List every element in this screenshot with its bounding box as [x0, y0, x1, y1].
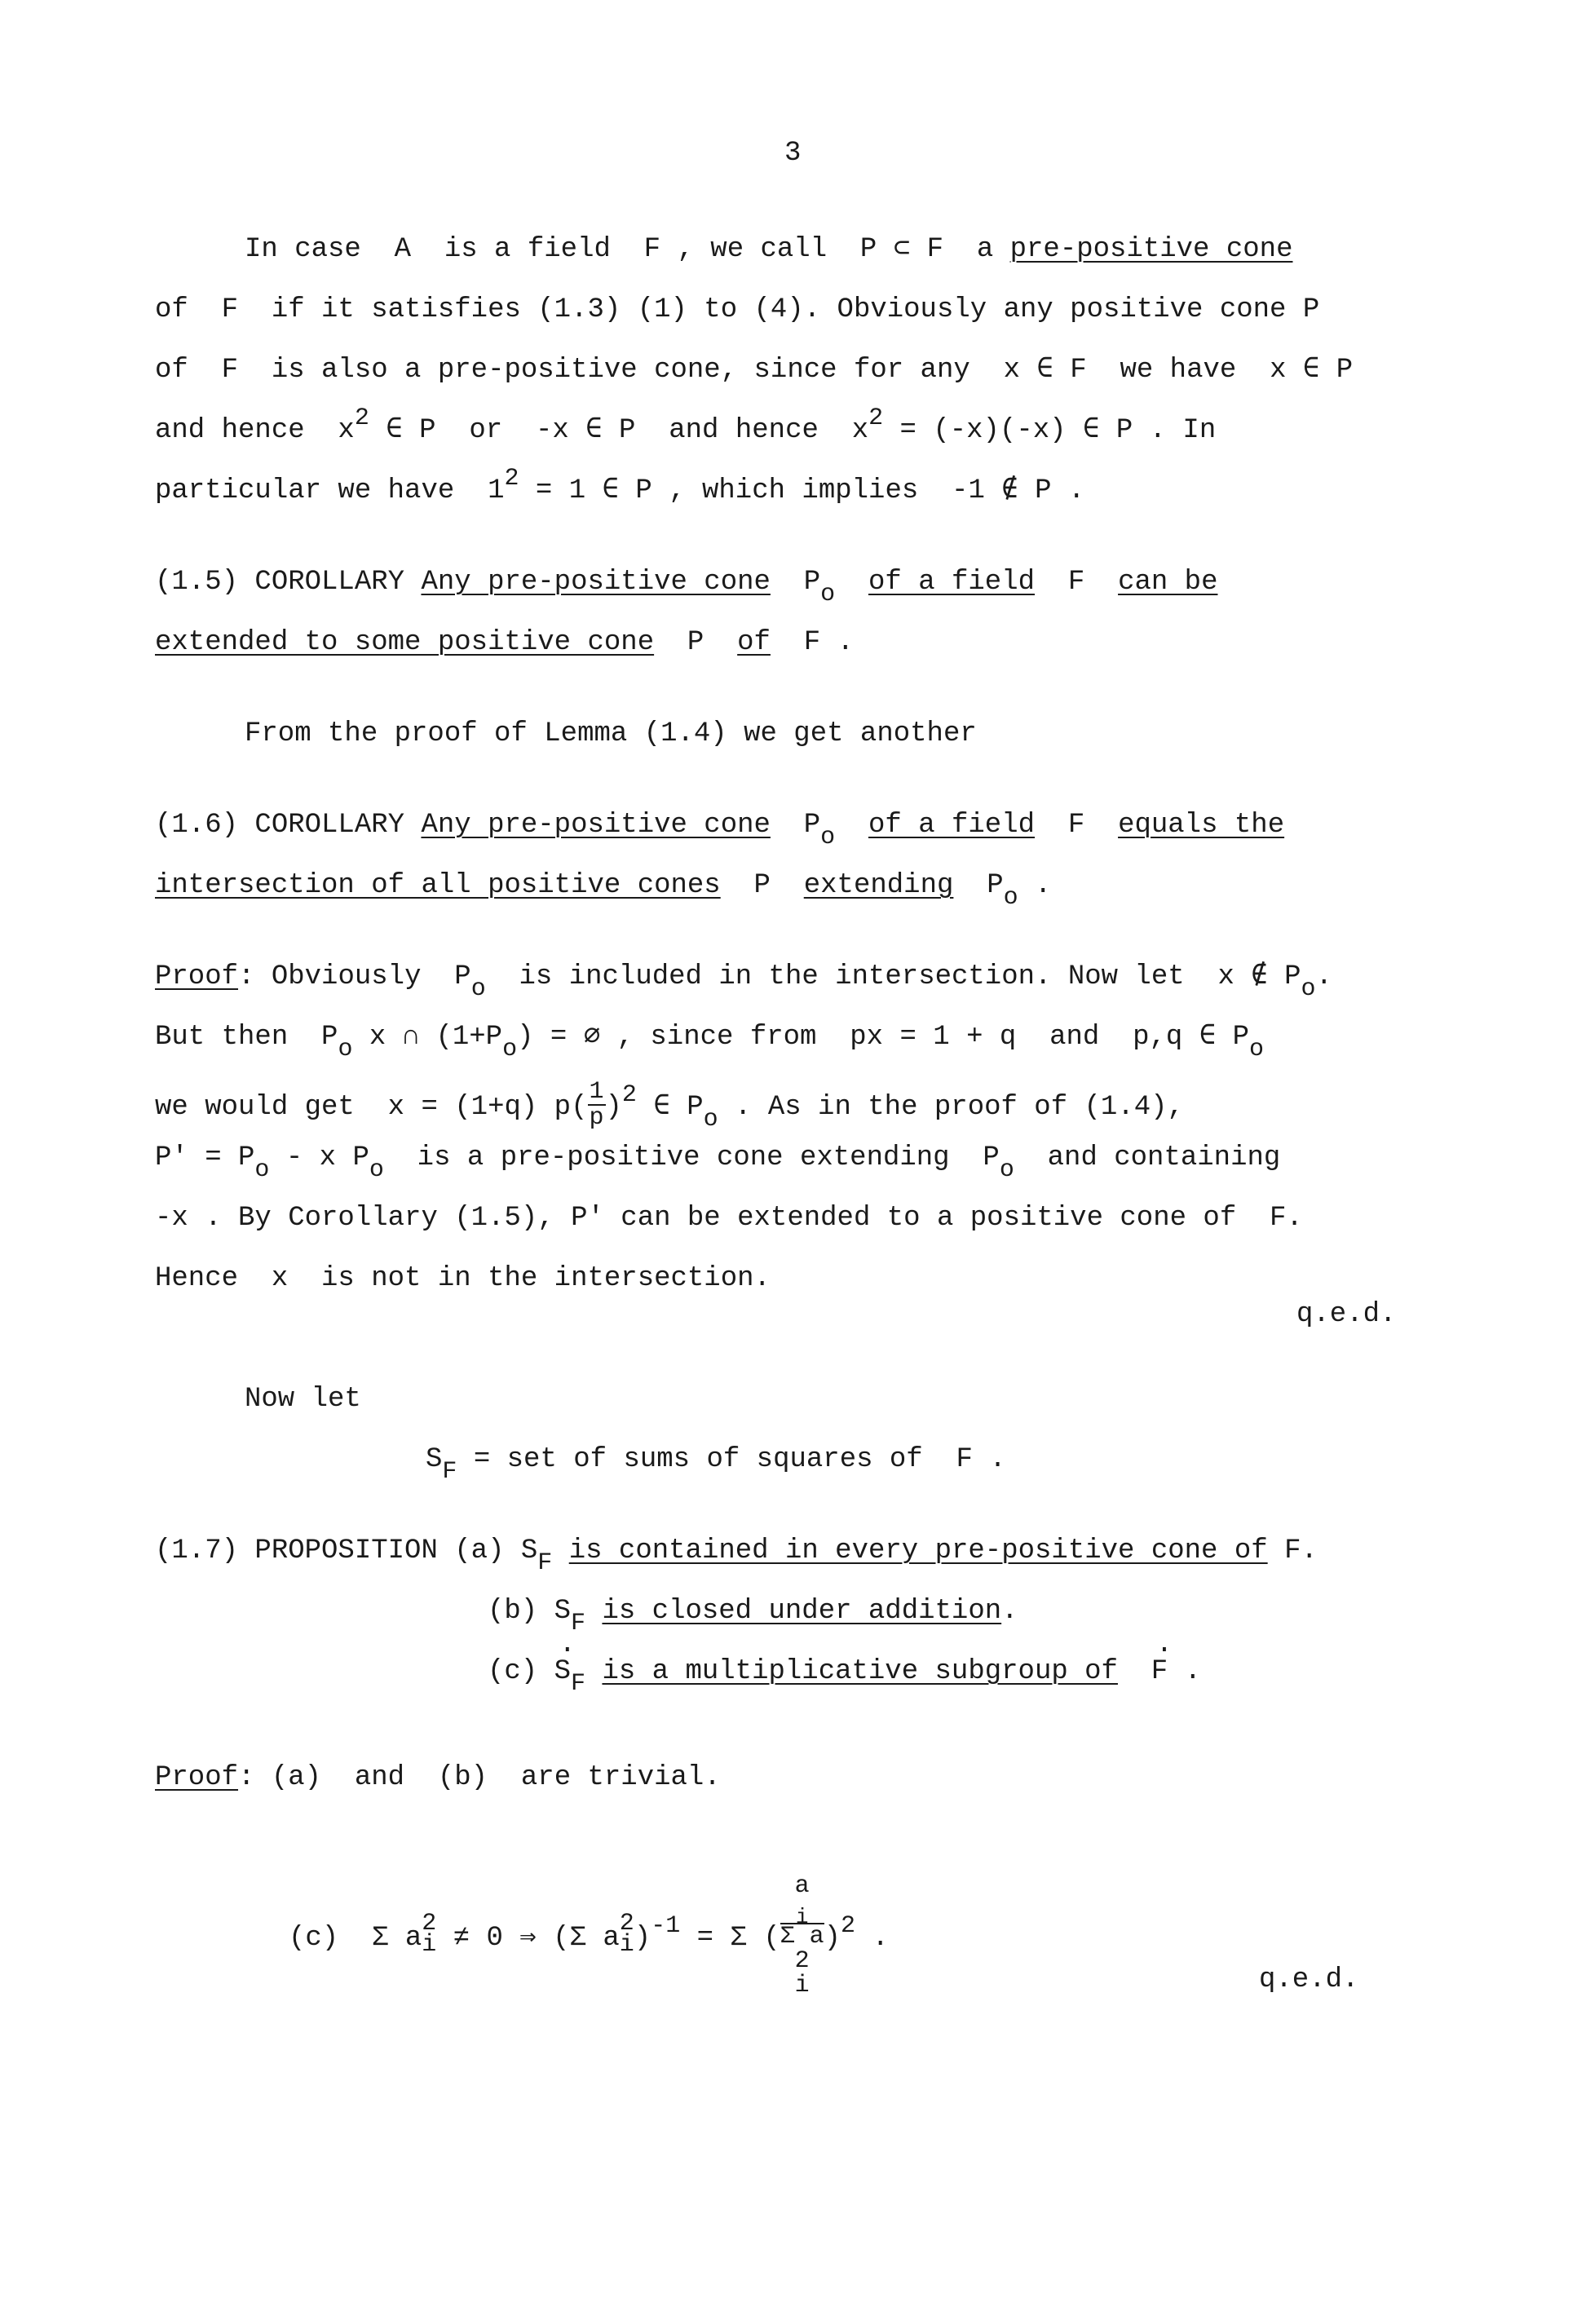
text: is closed under addition: [602, 1596, 1002, 1627]
from-proof-line: From the proof of Lemma (1.4) we get another: [245, 718, 977, 749]
text: = 1 ∈ P , which implies -1 ∉ P .: [519, 475, 1085, 506]
text: = (-x)(-x) ∈ P . In: [883, 415, 1217, 446]
term-pre-positive-cone: pre-positive cone: [1009, 234, 1293, 265]
para1-line5: [155, 465, 1085, 508]
subscript: F: [571, 1670, 586, 1698]
text: P' = P: [155, 1142, 255, 1173]
text: extending: [803, 870, 954, 901]
text: : Obviously P: [238, 961, 471, 992]
f-dot: · F: [1151, 1655, 1168, 1688]
corollary-label: (1.5) COROLLARY: [155, 567, 422, 598]
text: of a field: [868, 567, 1036, 598]
superscript: 2: [794, 1947, 810, 1975]
text: .: [1001, 1596, 1018, 1627]
text: particular we have 1: [155, 475, 505, 506]
subscript: o: [703, 1105, 718, 1133]
para1-line1: [245, 233, 1292, 266]
text: ): [605, 1091, 622, 1123]
subscript: o: [1249, 1036, 1265, 1063]
text: .: [855, 1922, 889, 1954]
proposition-label: (1.7) PROPOSITION: [155, 1535, 455, 1566]
corollary-1-6-line1: [155, 809, 1285, 851]
corollary-1-5-line1: [155, 566, 1218, 608]
text: P: [803, 810, 821, 841]
para1-line4: [155, 404, 1217, 448]
text: ): [824, 1922, 841, 1954]
superscript: 2: [619, 1910, 634, 1937]
text: But then P: [155, 1022, 338, 1053]
subscript: o: [999, 1156, 1014, 1184]
proof1-line1: [155, 961, 1332, 1003]
fraction-denominator: p: [589, 1104, 604, 1132]
text: - x P: [269, 1142, 369, 1173]
sf-definition: [426, 1443, 1006, 1486]
text: .: [1315, 961, 1332, 992]
text: of: [737, 627, 771, 658]
proof1-line5: -x . By Corollary (1.5), P' can be extended to a positive cone of F.: [155, 1203, 1303, 1234]
text: F: [1067, 567, 1085, 598]
fraction-ai-over-sum: [780, 1874, 824, 1998]
text: is included in the intersection. Now let x ∉ P: [485, 961, 1301, 992]
text: .: [1168, 1656, 1201, 1687]
text: (a) S: [454, 1535, 538, 1566]
text: = Σ (: [680, 1922, 780, 1954]
fraction-denominator: [780, 1924, 824, 1998]
proof1-line3: [155, 1078, 1184, 1133]
subscript: o: [369, 1156, 384, 1184]
text: F.: [1267, 1535, 1318, 1566]
subscript: F: [537, 1549, 553, 1577]
sup-sub-stack: [795, 1949, 810, 1998]
text: ∈ P: [636, 1091, 704, 1123]
text: ): [634, 1922, 651, 1954]
fraction-one-over-p: [588, 1080, 606, 1130]
superscript: 2: [841, 1911, 856, 1940]
subscript: o: [1301, 975, 1316, 1003]
subscript: o: [502, 1036, 518, 1063]
text: and hence x: [155, 415, 355, 446]
qed-1: q.e.d.: [1296, 1299, 1397, 1330]
subscript: o: [1003, 884, 1018, 912]
text: and containing: [1014, 1142, 1281, 1173]
s-dot: · S: [554, 1655, 571, 1688]
subscript: F: [442, 1458, 457, 1486]
text: equals the: [1118, 810, 1285, 841]
sup-sub-stack: [619, 1910, 634, 1959]
corollary-1-5-line2: [155, 626, 854, 659]
text: = set of sums of squares of F .: [457, 1444, 1006, 1475]
corollary-1-6-line2: [155, 869, 1052, 912]
text: .: [1018, 870, 1052, 901]
superscript: 2: [868, 404, 884, 432]
text: In case A is a field F , we call P ⊂ F a: [245, 234, 1010, 265]
text: Any pre-positive cone: [421, 567, 771, 598]
subscript: i: [794, 1972, 810, 1999]
para1-line2: of F if it satisfies (1.3) (1) to (4). Obviously any positive cone P: [155, 294, 1320, 325]
fraction-numerator: [780, 1872, 824, 1929]
superscript: 2: [422, 1910, 437, 1937]
proof2-line1: [155, 1761, 721, 1794]
text: of a field: [868, 810, 1036, 841]
proof1-line6: Hence x is not in the intersection.: [155, 1263, 771, 1294]
text: x ∩ (1+P: [352, 1022, 503, 1053]
text: a: [794, 1872, 810, 1900]
proof-label: Proof: [155, 961, 239, 992]
text: P: [987, 870, 1004, 901]
text: P: [753, 870, 771, 901]
text: Any pre-positive cone: [421, 810, 771, 841]
subscript: i: [795, 1905, 809, 1929]
superscript: 2: [504, 465, 519, 493]
text: extended to some positive cone: [155, 627, 655, 658]
subscript: o: [254, 1156, 270, 1184]
text: (b) S: [488, 1596, 572, 1627]
proof1-line2: [155, 1021, 1265, 1063]
para1-line3: of F is also a pre-positive cone, since for any x ∈ F we have x ∈ P: [155, 355, 1354, 386]
text: F .: [803, 627, 854, 658]
proposition-1-7-c: [488, 1655, 1201, 1698]
text: is a multiplicative subgroup of: [602, 1656, 1118, 1687]
superscript: 2: [354, 404, 369, 432]
subscript: o: [820, 824, 836, 851]
now-let-line: Now let: [245, 1384, 361, 1415]
text: (c): [488, 1656, 554, 1687]
text: P: [687, 627, 704, 658]
text: (c) Σ a: [289, 1922, 422, 1954]
text: is contained in every pre-positive cone of: [568, 1535, 1268, 1566]
subscript: o: [820, 581, 836, 608]
text: P: [803, 567, 821, 598]
subscript: F: [571, 1610, 586, 1637]
text: S: [426, 1444, 443, 1475]
subscript: o: [338, 1036, 353, 1063]
text: is a pre-positive cone extending P: [383, 1142, 1000, 1173]
proposition-1-7-a: [155, 1535, 1318, 1577]
subscript: o: [470, 975, 486, 1003]
page-number: 3: [784, 138, 802, 169]
corollary-label: (1.6) COROLLARY: [155, 810, 422, 841]
text: ≠ 0 ⇒ (Σ a: [436, 1922, 620, 1954]
text: we would get x = (1+q) p(: [155, 1091, 588, 1123]
superscript: -1: [651, 1911, 681, 1940]
qed-2: q.e.d.: [1259, 1964, 1359, 1995]
text: F: [1067, 810, 1085, 841]
text: can be: [1118, 567, 1218, 598]
proposition-1-7-b: [488, 1595, 1018, 1637]
text: ) = ∅ , since from px = 1 + q and p,q ∈ P: [517, 1022, 1249, 1053]
text: Σ a: [780, 1923, 824, 1951]
proof-label: Proof: [155, 1762, 239, 1793]
proof1-line4: [155, 1142, 1281, 1184]
superscript: 2: [621, 1080, 637, 1109]
text: ∈ P or -x ∈ P and hence x: [369, 415, 869, 446]
subscript: i: [422, 1931, 437, 1959]
text: . As in the proof of (1.4),: [718, 1091, 1184, 1123]
sup-sub-stack: [422, 1910, 437, 1959]
text: intersection of all positive cones: [155, 870, 721, 901]
text: : (a) and (b) are trivial.: [238, 1762, 721, 1793]
subscript: i: [619, 1931, 634, 1959]
proof2-formula-c: [289, 1872, 889, 1999]
fraction-numerator: 1: [589, 1078, 604, 1106]
